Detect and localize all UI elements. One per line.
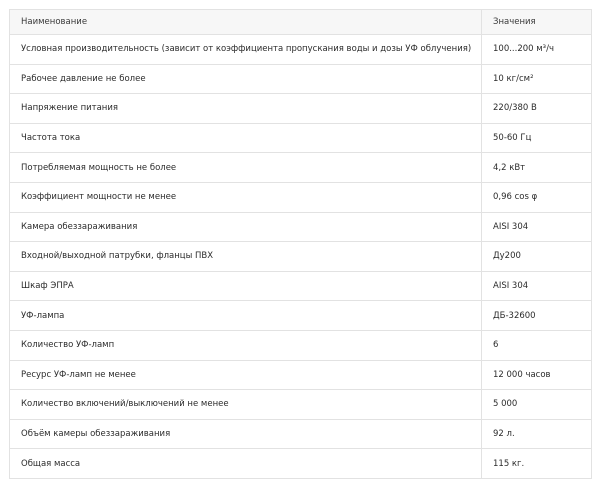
- table-row: [10, 390, 592, 420]
- parameter-name: Рабочее давление не более: [10, 64, 482, 94]
- table-row: [10, 330, 592, 360]
- parameter-value: 5 000: [482, 390, 592, 420]
- column-header-value: Значения: [482, 10, 592, 35]
- table-row: [10, 271, 592, 301]
- parameter-value: 50-60 Гц: [482, 123, 592, 153]
- table-row: [10, 153, 592, 183]
- table-row: [10, 419, 592, 449]
- parameter-name: Ресурс УФ-ламп не менее: [10, 360, 482, 390]
- header-row: [10, 10, 592, 35]
- table-row: [10, 242, 592, 272]
- parameter-name: Потребляемая мощность не более: [10, 153, 482, 183]
- parameter-name: Шкаф ЭПРА: [10, 271, 482, 301]
- specifications-table: [9, 9, 592, 479]
- parameter-name: Входной/выходной патрубки, фланцы ПВХ: [10, 242, 482, 272]
- parameter-name: Камера обеззараживания: [10, 212, 482, 242]
- table-row: [10, 360, 592, 390]
- table-row: [10, 182, 592, 212]
- table-row: [10, 64, 592, 94]
- table-row: [10, 94, 592, 124]
- parameter-value: 12 000 часов: [482, 360, 592, 390]
- parameter-value: 92 л.: [482, 419, 592, 449]
- table-row: [10, 301, 592, 331]
- parameter-name: Условная производительность (зависит от коэффициента пропускания воды и дозы УФ облучения): [10, 35, 482, 65]
- parameter-value: AISI 304: [482, 212, 592, 242]
- parameter-name: Напряжение питания: [10, 94, 482, 124]
- parameter-name: Объём камеры обеззараживания: [10, 419, 482, 449]
- column-header-name: Наименование: [10, 10, 482, 35]
- parameter-value: Ду200: [482, 242, 592, 272]
- parameter-value: 115 кг.: [482, 449, 592, 479]
- table-body: [10, 35, 592, 479]
- parameter-name: Количество включений/выключений не менее: [10, 390, 482, 420]
- parameter-value: 0,96 cos φ: [482, 182, 592, 212]
- parameter-name: Коэффициент мощности не менее: [10, 182, 482, 212]
- table-row: [10, 212, 592, 242]
- table-row: [10, 123, 592, 153]
- parameter-value: 220/380 В: [482, 94, 592, 124]
- parameter-name: Количество УФ-ламп: [10, 330, 482, 360]
- parameter-name: УФ-лампа: [10, 301, 482, 331]
- parameter-value: 4,2 кВт: [482, 153, 592, 183]
- table-header: [10, 10, 592, 35]
- parameter-value: ДБ-32600: [482, 301, 592, 331]
- parameter-name: Общая масса: [10, 449, 482, 479]
- table-row: [10, 449, 592, 479]
- parameter-value: 100...200 м³/ч: [482, 35, 592, 65]
- parameter-name: Частота тока: [10, 123, 482, 153]
- parameter-value: 10 кг/см²: [482, 64, 592, 94]
- parameter-value: 6: [482, 330, 592, 360]
- parameter-value: AISI 304: [482, 271, 592, 301]
- table-row: [10, 35, 592, 65]
